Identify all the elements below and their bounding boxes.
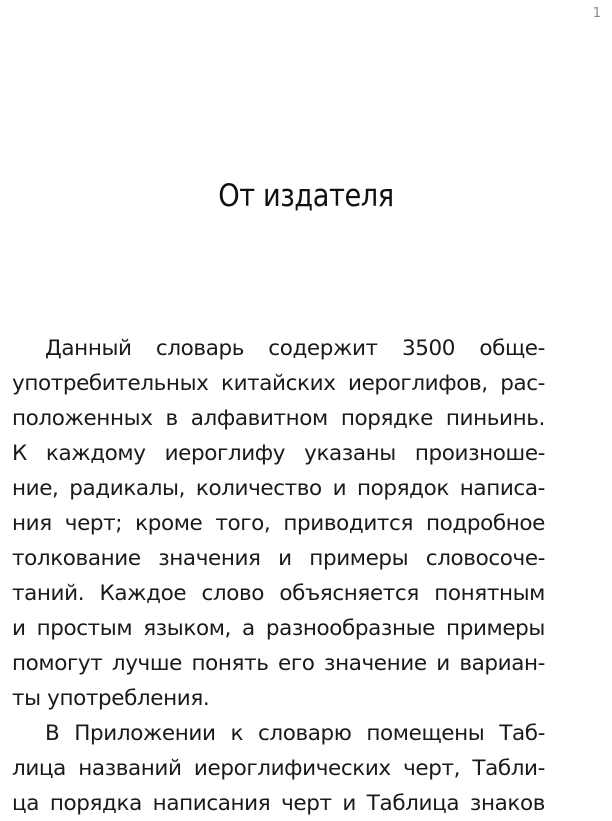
text-line: употребительных китайских иероглифов, рас- [12,371,545,396]
text-line: и простым языком, а разнообразные примеры [12,616,545,641]
page-title: От издателя [218,178,394,214]
text-line: помогут лучше понять его значение и вариан- [12,651,545,676]
text-line: положенных в алфавитном порядке пиньинь. [12,406,545,431]
text-line: таний. Каждое слово объясняется понятным [12,581,545,606]
text-line: толкование значения и примеры словосоче- [12,546,545,571]
text-line: ния черт; кроме того, приводится подробное [12,511,545,536]
text-line: Данный словарь содержит 3500 обще- [45,336,545,361]
text-line: ты употребления. [12,686,210,711]
body-text [12,331,545,821]
text-line: В Приложении к словарю помещены Таб- [45,721,545,746]
text-line: К каждому иероглифу указаны произноше- [12,441,545,466]
text-line: ца порядка написания черт и Таблица знаков [12,791,545,816]
page-number: 1 [592,6,601,21]
text-line: ние, радикалы, количество и порядок написа- [12,476,545,501]
text-line: лица названий иероглифических черт, Табли- [12,756,545,781]
